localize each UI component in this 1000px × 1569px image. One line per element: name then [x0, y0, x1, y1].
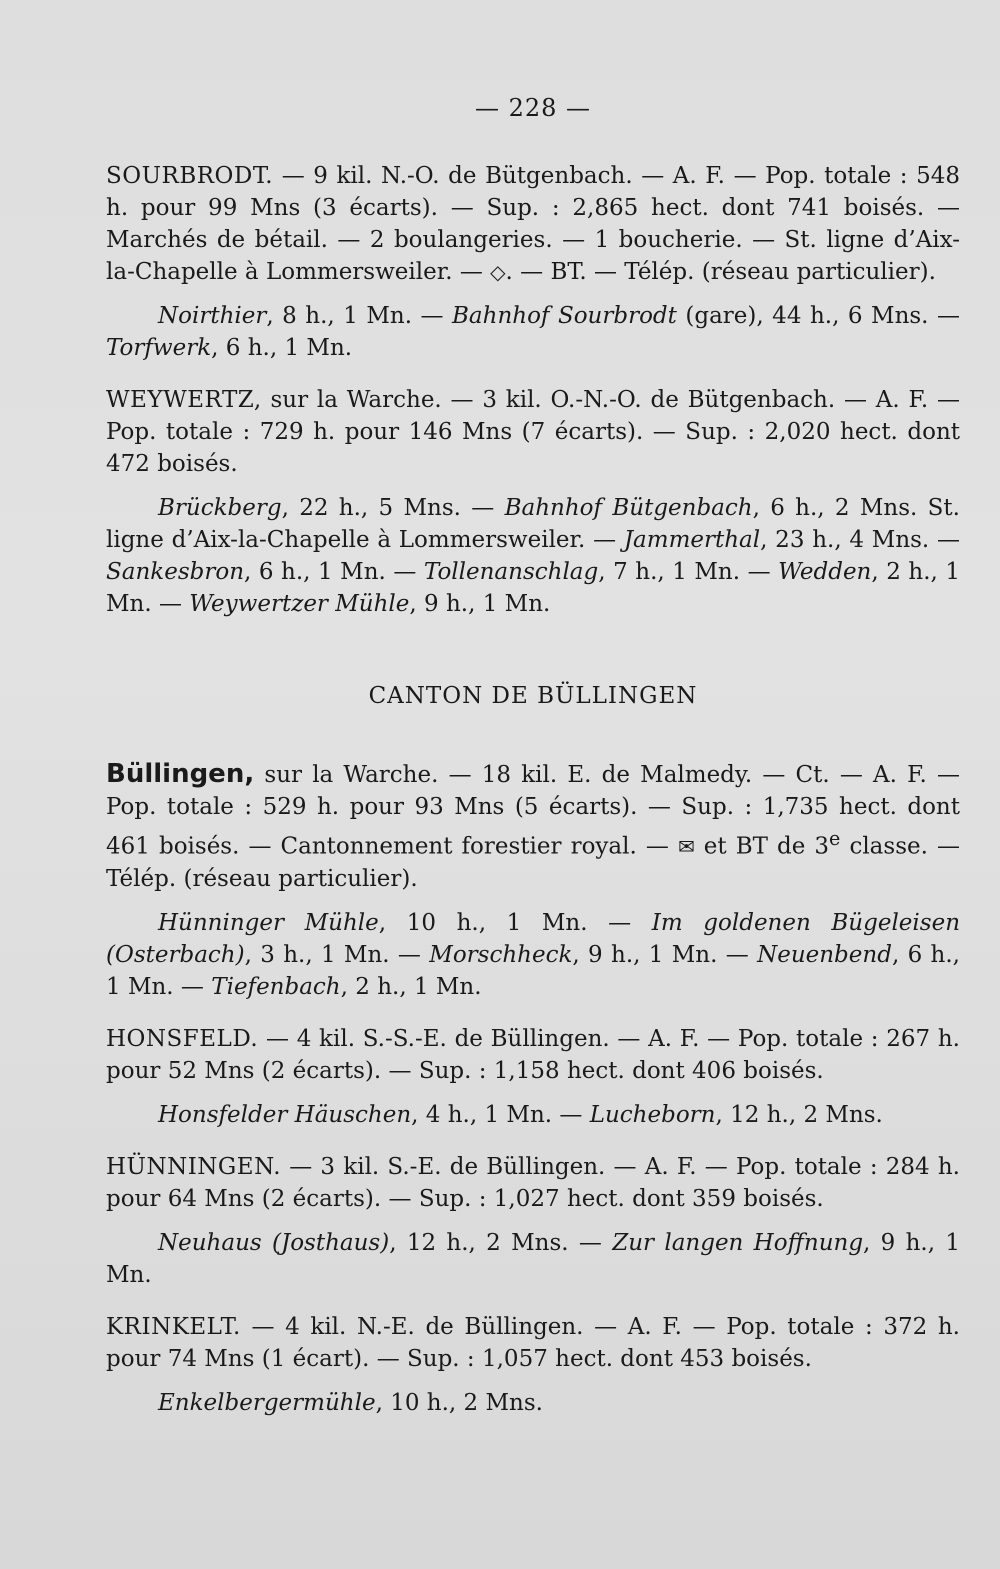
diamond-icon: ◇	[490, 260, 506, 284]
entry-main	[106, 1311, 960, 1375]
hamlet-name: Wedden	[778, 559, 872, 585]
hamlet-detail: , 9 h., 1 Mn.	[106, 1229, 961, 1288]
entry-hunningen	[106, 1151, 960, 1291]
hamlet-detail: , 10 h., 2 Mns.	[375, 1389, 543, 1416]
entry-honsfeld	[106, 1023, 960, 1131]
entry-text: et BT de 3	[694, 833, 830, 860]
entry-text: — 3 kil. S.-E. de Büllingen. — A. F. — Pop. totale : 284 h. pour 64 Mns (2 écarts). — Sup. : 1,027 hect. dont 359 boisés.	[106, 1153, 960, 1212]
hamlet-detail: , 3 h., 1 Mn. —	[244, 941, 430, 968]
page-text	[106, 92, 960, 1439]
entry-text: . — BT. — Télép. (réseau particulier).	[505, 259, 936, 285]
hamlet-name: Honsfelder Häuschen	[158, 1101, 412, 1128]
entry-sourbrodt	[106, 160, 960, 364]
hamlet-detail: , 7 h., 1 Mn. —	[598, 559, 779, 585]
entry-main	[106, 1151, 960, 1215]
hamlet-name: Sankesbron	[106, 559, 245, 585]
hamlet-name: Zur langen Hoffnung	[612, 1229, 864, 1256]
entry-weywertz	[106, 384, 960, 620]
hamlet-detail: , 2 h., 1 Mn.	[340, 973, 482, 1000]
hamlets	[106, 1227, 960, 1291]
hamlet-detail: , 10 h., 1 Mn. —	[378, 909, 652, 936]
hamlet-detail: , 2 h., 1 Mn. —	[106, 559, 960, 617]
hamlet-name: Jammerthal	[623, 527, 761, 553]
hamlet-name: Torfwerk	[106, 335, 212, 361]
entry-krinkelt	[106, 1311, 960, 1419]
mail-icon: ✉	[677, 834, 695, 859]
hamlet-name: Tollenanschlag	[423, 559, 599, 585]
entry-main	[106, 384, 960, 480]
hamlet-detail: , 9 h., 1 Mn. —	[572, 941, 758, 968]
place-name: WEYWERTZ,	[106, 387, 262, 413]
place-name: HÜNNINGEN.	[106, 1153, 282, 1180]
hamlet-detail: , 9 h., 1 Mn.	[409, 591, 551, 617]
hamlets	[106, 300, 960, 364]
hamlet-detail: , 6 h., 1 Mn. —	[244, 559, 424, 585]
hamlets	[106, 1099, 960, 1131]
hamlet-detail: , 6 h., 1 Mn. —	[106, 941, 960, 1000]
hamlet-detail: , 4 h., 1 Mn. —	[411, 1101, 590, 1128]
hamlet-detail: , 8 h., 1 Mn. —	[266, 303, 453, 329]
hamlet-detail: , 22 h., 5 Mns. —	[281, 495, 505, 521]
hamlet-name: Noirthier	[158, 303, 267, 329]
hamlet-detail: , 12 h., 2 Mns. —	[389, 1229, 613, 1256]
hamlet-name: Tiefenbach	[211, 973, 341, 1000]
entry-bullingen	[106, 758, 960, 1003]
place-name: KRINKELT.	[106, 1313, 241, 1340]
hamlet-name: Weywertzer Mühle	[189, 591, 410, 617]
hamlet-name: Lucheborn	[589, 1101, 716, 1128]
hamlets	[106, 1387, 960, 1419]
place-name: Büllingen,	[106, 759, 255, 789]
entry-main	[106, 758, 960, 895]
hamlets	[106, 492, 960, 620]
entry-text: classe. — Télép. (réseau particulier).	[106, 833, 960, 892]
hamlet-name: Brückberg	[158, 495, 282, 521]
hamlet-name: Im goldenen Bügeleisen (Osterbach)	[106, 909, 961, 968]
entry-text: — 4 kil. N.-E. de Büllingen. — A. F. — Pop. totale : 372 h. pour 74 Mns (1 écart). — Sup. : 1,057 hect. dont 453 boisés.	[106, 1313, 960, 1372]
hamlet-detail: (gare), 44 h., 6 Mns. —	[676, 303, 960, 329]
entry-main	[106, 1023, 960, 1087]
entry-text: — 9 kil. N.-O. de Bütgenbach. — A. F. — Pop. totale : 548 h. pour 99 Mns (3 écarts). — Sup. : 2,865 hect. dont 741 boisés. — Marchés de bétail. — 2 boulangeries. — 1 boucherie. — St. ligne d’Aix-la-Chapelle à Lommersweiler. —	[106, 163, 960, 285]
hamlet-detail: , 6 h., 1 Mn.	[211, 335, 353, 361]
hamlet-name: Bahnhof Bütgenbach	[504, 495, 753, 521]
entry-main	[106, 160, 960, 288]
hamlet-detail: , 6 h., 2 Mns. St. ligne d’Aix-la-Chapelle à Lommersweiler. —	[106, 495, 960, 553]
hamlet-name: Neuenbend	[757, 941, 892, 968]
hamlet-name: Enkelbergermühle	[158, 1389, 376, 1416]
hamlet-detail: , 12 h., 2 Mns.	[715, 1101, 883, 1128]
page-number: — 228 —	[474, 94, 592, 122]
hamlets	[106, 907, 960, 1003]
superscript: e	[829, 827, 841, 850]
hamlet-detail: , 23 h., 4 Mns. —	[760, 527, 960, 553]
place-name: HONSFELD.	[106, 1025, 259, 1052]
hamlet-name: Neuhaus (Josthaus)	[158, 1229, 390, 1256]
hamlet-name: Hünninger Mühle	[158, 909, 379, 936]
entry-text: sur la Warche. — 3 kil. O.-N.-O. de Bütgenbach. — A. F. — Pop. totale : 729 h. pour 146 Mns (7 écarts). — Sup. : 2,020 hect. dont 472 boisés.	[106, 387, 960, 477]
canton-heading: CANTON DE BÜLLINGEN	[368, 683, 698, 709]
hamlet-name: Morschheck	[429, 941, 573, 968]
place-name: SOURBRODT.	[106, 163, 274, 189]
entry-text: sur la Warche. — 18 kil. E. de Malmedy. — Ct. — A. F. — Pop. totale : 529 h. pour 93 Mns (5 écarts). — Sup. : 1,735 hect. dont 461 boisés. — Cantonnement forestier royal. —	[106, 762, 960, 860]
hamlet-name: Bahnhof Sourbrodt	[452, 303, 677, 329]
entry-text: — 4 kil. S.-S.-E. de Büllingen. — A. F. — Pop. totale : 267 h. pour 52 Mns (2 écarts). — Sup. : 1,158 hect. dont 406 boisés.	[106, 1025, 960, 1084]
